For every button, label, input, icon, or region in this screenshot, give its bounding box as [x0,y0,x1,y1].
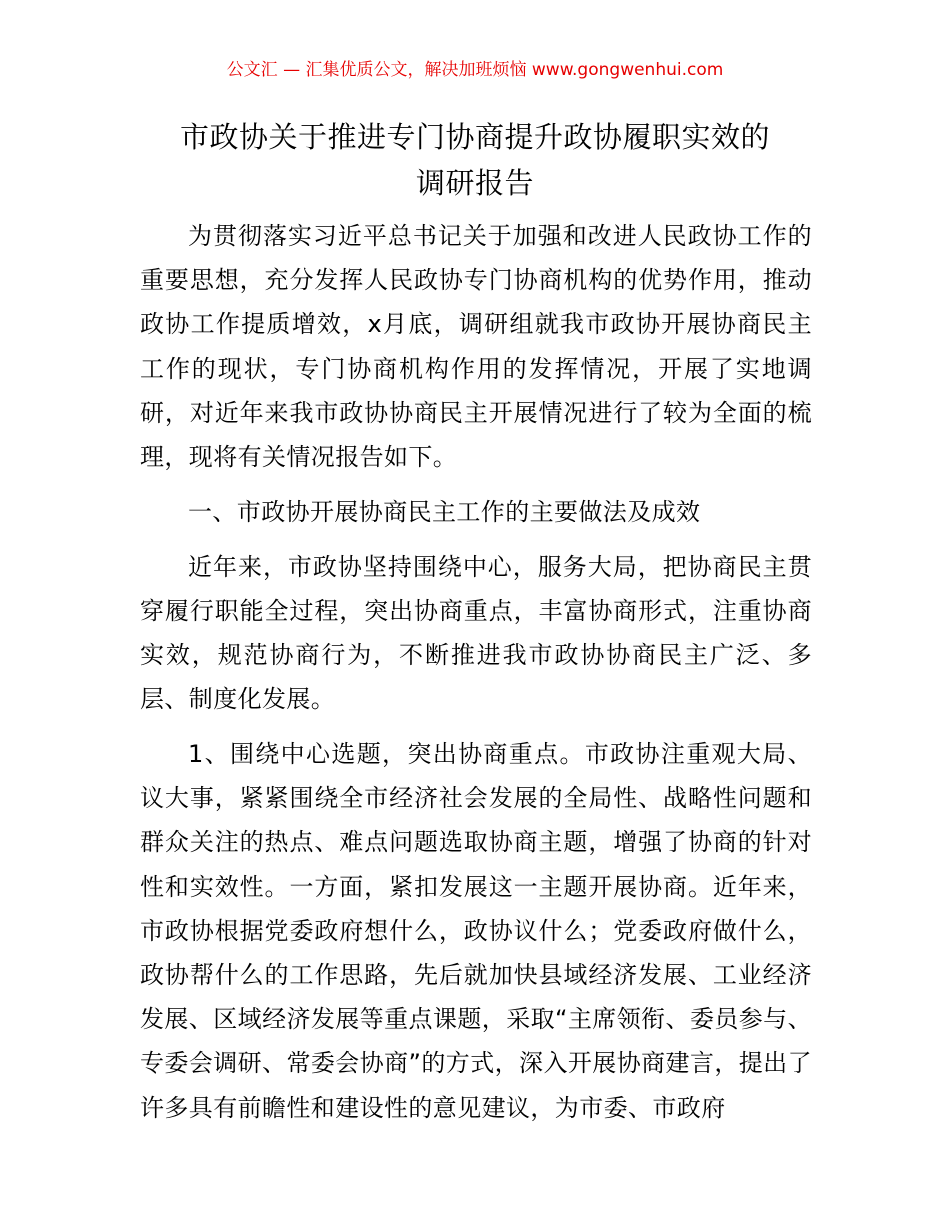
site-banner: 公文汇 — 汇集优质公文，解决加班烦恼 www.gongwenhui.com [226,60,724,80]
document-body [140,214,812,1130]
intro-paragraph: 为贯彻落实习近平总书记关于加强和改进人民政协工作的重要思想，充分发挥人民政协专门协商机构的优势作用，推动政协工作提质增效，x月底，调研组就我市政协开展协商民主工作的现状，专门协商机构作用的发挥情况，开展了实地调研，对近年来我市政协协商民主开展情况进行了较为全面的梳理，现将有关情况报告如下。 [140,222,812,472]
section-heading: 一、市政协开展协商民主工作的主要做法及成效 [188,497,701,526]
point-1-paragraph: 1、围绕中心选题，突出协商重点。市政协注重观大局、议大事，紧紧围绕全市经济社会发展的全局性、战略性问题和群众关注的热点、难点问题选取协商主题，增强了协商的针对性和实效性。一方面，紧扣发展这一主题开展协商。近年来，市政协根据党委政府想什么，政协议什么；党委政府做什么，政协帮什么的工作思路，先后就加快县域经济发展、工业经济发展、区域经济发展等重点课题，采取“主席领衔、委员参与、专委会调研、常委会协商”的方式，深入开展协商建言，提出了许多具有前瞻性和建设性的意见建议，为市委、市政府 [140,740,812,1122]
title-line-2: 调研报告 [415,166,534,200]
overview-paragraph: 近年来，市政协坚持围绕中心，服务大局，把协商民主贯穿履行职能全过程，突出协商重点，丰富协商形式，注重协商实效，规范协商行为，不断推进我市政协协商民主广泛、多层、制度化发展。 [140,552,812,714]
document-title [120,114,830,206]
title-line-1: 市政协关于推进专门协商提升政协履职实效的 [179,120,770,154]
